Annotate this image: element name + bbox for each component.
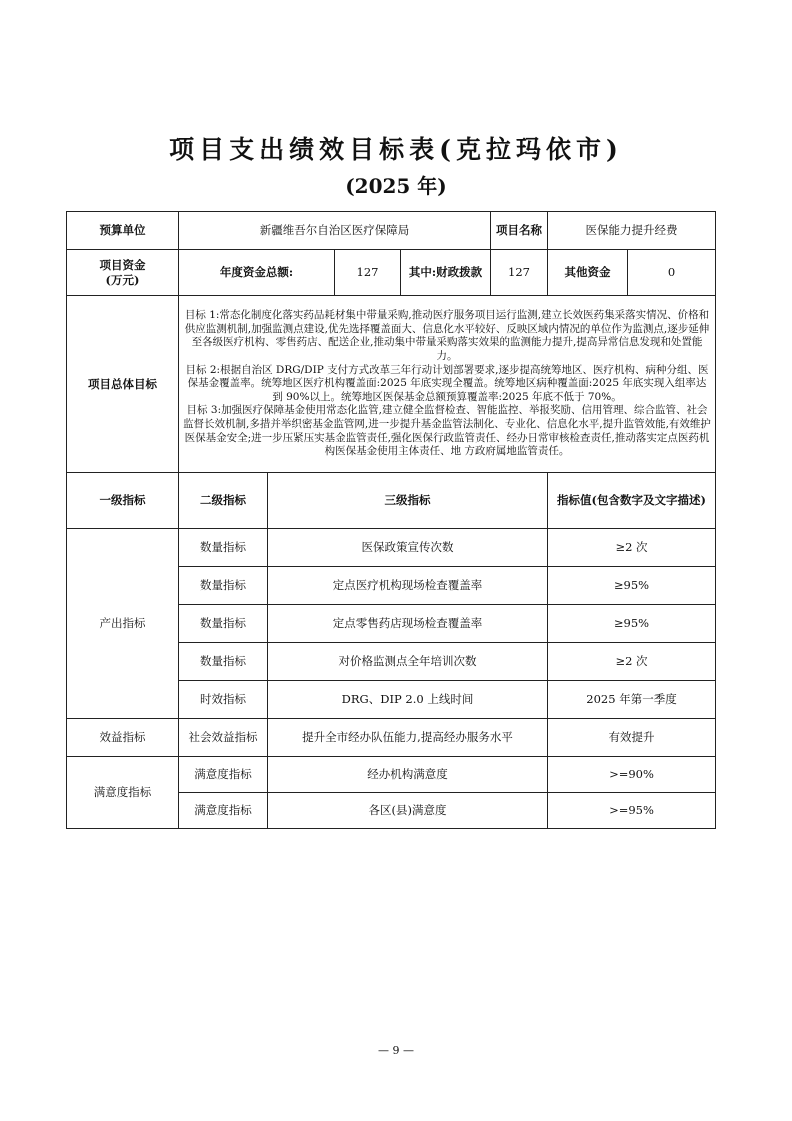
budget-unit-label: 预算单位 xyxy=(67,212,179,250)
level2-cell: 数量指标 xyxy=(179,605,268,643)
annual-total-value: 127 xyxy=(335,250,401,296)
goals-row xyxy=(67,296,716,473)
level3-cell: 定点零售药店现场检查覆盖率 xyxy=(268,605,548,643)
project-name-label: 项目名称 xyxy=(491,212,548,250)
value-cell: >=95% xyxy=(548,793,716,829)
budget-unit-row xyxy=(67,212,716,250)
table-row xyxy=(67,529,716,567)
value-cell: ≥2 次 xyxy=(548,643,716,681)
goals-label: 项目总体目标 xyxy=(67,296,179,473)
budget-unit-value: 新疆维吾尔自治区医疗保障局 xyxy=(179,212,491,250)
level2-cell: 社会效益指标 xyxy=(179,719,268,757)
document-subtitle: (2025 年) xyxy=(345,174,447,198)
goal-item: 目标 3:加强医疗保障基金使用常态化监管,建立健全监督检查、智能监控、举报奖励、信用管理、综合监管、社会监督长效机制,多措并举织密基金监管网,进一步提升基金监管法制化、专业化、信息化水平,提升监管效能,有效维护医保基金安全;进一步压紧压实基金监管责任,强化医保行政监管责任、经办日常审核检查责任,推动落实定点医药机构医保基金使用主体责任、地 方政府属地监管责任。 xyxy=(183,404,711,458)
level2-cell: 时效指标 xyxy=(179,681,268,719)
table-row xyxy=(67,719,716,757)
level2-cell: 数量指标 xyxy=(179,529,268,567)
other-funds-label: 其他资金 xyxy=(548,250,628,296)
fiscal-label: 其中:财政拨款 xyxy=(401,250,491,296)
value-cell: ≥2 次 xyxy=(548,529,716,567)
document-title: 项目支出绩效目标表(克拉玛依市) xyxy=(169,135,623,164)
level1-cell: 效益指标 xyxy=(67,719,179,757)
value-header: 指标值(包含数字及文字描述) xyxy=(548,473,716,529)
value-cell: ≥95% xyxy=(548,605,716,643)
value-cell: 有效提升 xyxy=(548,719,716,757)
level2-cell: 数量指标 xyxy=(179,643,268,681)
level1-cell: 产出指标 xyxy=(67,529,179,719)
level1-cell: 满意度指标 xyxy=(67,757,179,829)
goals-text xyxy=(179,296,716,473)
goal-item: 目标 1:常态化制度化落实药品耗材集中带量采购,推动医疗服务项目运行监测,建立长效医药集采落实情况、价格和供应监测机制,加强监测点建设,优先选择覆盖面大、信息化水平较好、反映区域内情况的单位作为监测点,逐步延伸至各级医疗机构、零售药店、配送企业,推动集中带量采购落实效果的监测能力提升,提高异常信息发现和处置能力。 xyxy=(184,308,710,362)
project-name-value: 医保能力提升经费 xyxy=(548,212,716,250)
level3-cell: 医保政策宣传次数 xyxy=(268,529,548,567)
value-cell: 2025 年第一季度 xyxy=(548,681,716,719)
funds-label: 项目资金 (万元) xyxy=(67,250,179,296)
annual-total-label: 年度资金总额: xyxy=(179,250,335,296)
level2-cell: 满意度指标 xyxy=(179,757,268,793)
level2-header: 二级指标 xyxy=(179,473,268,529)
level3-cell: 提升全市经办队伍能力,提高经办服务水平 xyxy=(268,719,548,757)
other-funds-value: 0 xyxy=(628,250,716,296)
page-number: — 9 — xyxy=(378,1044,414,1057)
value-cell: ≥95% xyxy=(548,567,716,605)
fiscal-value: 127 xyxy=(491,250,548,296)
table-row xyxy=(67,757,716,793)
level2-cell: 满意度指标 xyxy=(179,793,268,829)
indicator-header-row xyxy=(67,473,716,529)
level2-cell: 数量指标 xyxy=(179,567,268,605)
level3-header: 三级指标 xyxy=(268,473,548,529)
goal-item: 目标 2:根据自治区 DRG/DIP 支付方式改革三年行动计划部署要求,逐步提高统筹地区、医疗机构、病种分组、医保基金覆盖率。统筹地区医疗机构覆盖面:2025 年底实现全覆盖。统筹地区病种覆盖面:2025 年底实现入组率达到 90%以上。统筹地区医保基金总额预算覆盖率:2025 年底不低于 70%。 xyxy=(185,363,709,403)
level3-cell: 经办机构满意度 xyxy=(268,757,548,793)
funds-row xyxy=(67,250,716,296)
performance-table xyxy=(66,211,716,829)
level3-cell: DRG、DIP 2.0 上线时间 xyxy=(268,681,548,719)
level3-cell: 定点医疗机构现场检查覆盖率 xyxy=(268,567,548,605)
level3-cell: 对价格监测点全年培训次数 xyxy=(268,643,548,681)
level3-cell: 各区(县)满意度 xyxy=(268,793,548,829)
value-cell: >=90% xyxy=(548,757,716,793)
level1-header: 一级指标 xyxy=(67,473,179,529)
